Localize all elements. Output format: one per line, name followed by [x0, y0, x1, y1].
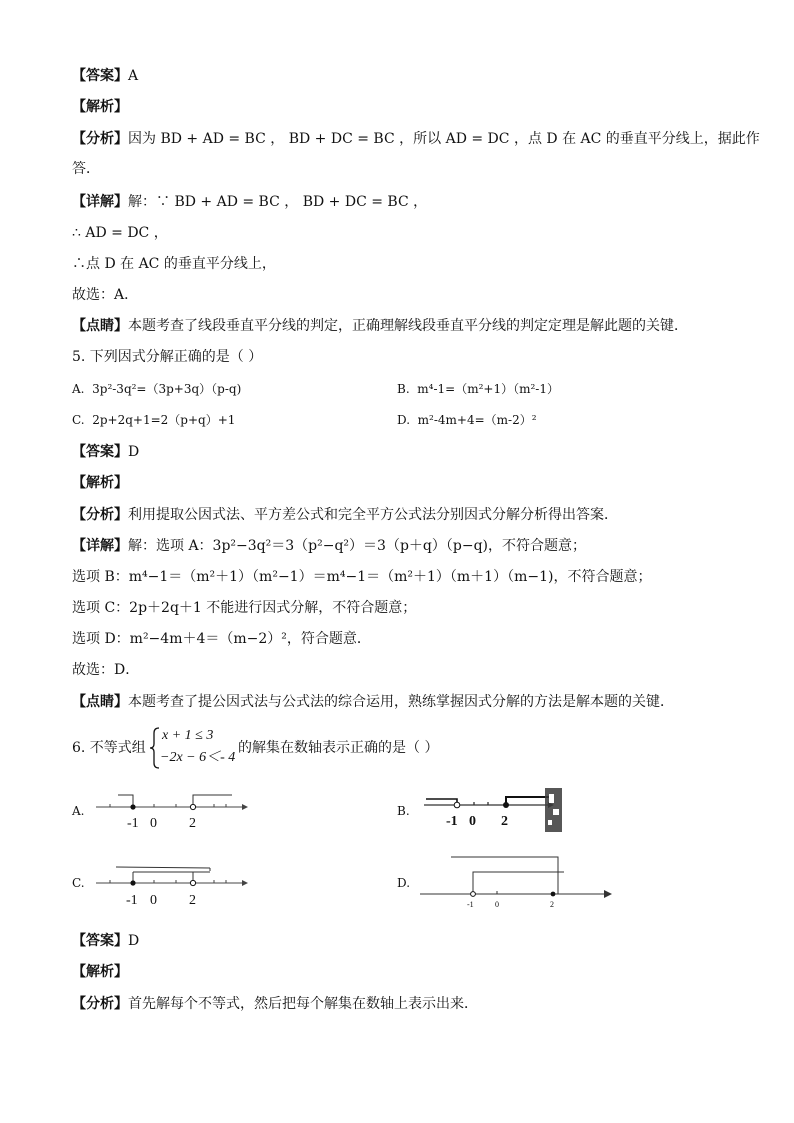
dianjing-tag: 【点睛】 [72, 318, 128, 334]
answer-tag: 【答案】 [72, 68, 128, 84]
q5-option-a [72, 380, 241, 398]
choice-line-q4: 故选：A． [72, 287, 139, 303]
q5-stem: 5. 下列因式分解正确的是（ ） [72, 349, 263, 365]
tick-label-2: 2 [550, 900, 554, 909]
fenxi-line-q4 [72, 129, 760, 149]
xiangjie-option-c: 选项 C：2p＋2q＋1 不能进行因式分解，不符合题意； [72, 600, 417, 616]
analysis-tag-q5: 【解析】 [72, 475, 128, 491]
tick-label-neg1: -1 [467, 900, 474, 909]
fenxi-line-q6 [72, 994, 478, 1014]
xiangjie-option-b: 选项 B：m⁴−1＝（m²＋1）（m²−1）＝m⁴−1＝（m²＋1）（m＋1）（m−1)，不符合题意； [72, 569, 652, 585]
option-text: 2p+2q+1=2（p+q）+1 [92, 413, 236, 427]
xiangjie-line-q4 [72, 192, 427, 212]
xiangjie-tag: 【详解】 [72, 194, 128, 210]
q6-option-d-number-line [418, 850, 614, 912]
q6-option-d-letter: D. [397, 876, 411, 890]
answer-line-q4 [72, 66, 138, 86]
number-line-b-svg [422, 786, 567, 834]
dianjing-text: 本题考查了提公因式法与公式法的综合运用，熟练掌握因式分解的方法是解本题的关键． [128, 694, 674, 710]
answer-value: A [128, 68, 139, 84]
option-text: m⁴-1=（m²+1）（m²-1） [417, 382, 559, 396]
number-line-d-svg [418, 850, 614, 912]
step-line-2: ∴点 D 在 AC 的垂直平分线上， [72, 256, 276, 272]
tick-label-0: 0 [469, 814, 476, 829]
number-line-c-svg [96, 860, 248, 908]
step-line-1: ∴ AD = DC ， [72, 225, 168, 241]
fenxi-tag: 【分析】 [72, 507, 128, 523]
q5-option-b [397, 380, 559, 398]
tick-label-neg1: -1 [127, 816, 139, 831]
tick-label-neg1: -1 [126, 893, 138, 908]
tick-label-0: 0 [150, 893, 157, 908]
xiangjie-option-d: 选项 D：m²−4m＋4＝（m−2）²，符合题意． [72, 631, 371, 647]
answer-tag: 【答案】 [72, 444, 128, 460]
fenxi-text: 利用提取公因式法、平方差公式和完全平方公式法分别因式分解分析得出答案． [128, 507, 618, 523]
q6-option-c-letter: C. [72, 876, 85, 890]
q6-option-a-number-line [96, 790, 246, 836]
q6-option-a-letter: A. [72, 804, 85, 818]
dianjing-text: 本题考查了线段垂直平分线的判定，正确理解线段垂直平分线的判定定理是解此题的关键． [128, 318, 688, 334]
fenxi-text: 首先解每个不等式，然后把每个解集在数轴上表示出来． [128, 996, 478, 1012]
fenxi-tag: 【分析】 [72, 996, 128, 1012]
tick-label-2: 2 [189, 816, 196, 831]
analysis-tag-q6: 【解析】 [72, 964, 128, 980]
q6-option-b-number-line [422, 786, 567, 834]
fenxi-line-q5 [72, 505, 618, 525]
option-letter: D. [397, 413, 411, 427]
dianjing-line-q4 [72, 316, 688, 336]
xiangjie-tag: 【详解】 [72, 538, 128, 554]
option-letter: A. [72, 382, 85, 396]
option-letter: B. [397, 382, 410, 396]
inequality-1: x + 1 ≤ 3 [162, 728, 214, 743]
answer-tag: 【答案】 [72, 933, 128, 949]
q5-option-d [397, 411, 537, 429]
q5-option-c [72, 411, 235, 429]
tick-label-0: 0 [150, 816, 157, 831]
fenxi-tag: 【分析】 [72, 131, 128, 147]
answer-line-q6 [72, 931, 139, 951]
q6-option-c-number-line [96, 860, 248, 908]
number-line-a-svg [96, 790, 246, 836]
option-letter: C. [72, 413, 85, 427]
option-text: m²-4m+4=（m-2）² [417, 413, 537, 427]
q6-stem-suffix: 的解集在数轴表示正确的是（ ） [238, 740, 439, 756]
choice-line-q5: 故选：D． [72, 662, 140, 678]
tick-label-2: 2 [501, 814, 508, 829]
dianjing-tag: 【点睛】 [72, 694, 128, 710]
xiangjie-text: 解：∵ BD + AD = BC ， BD + DC = BC ， [128, 194, 428, 210]
fenxi-line2-q4: 答． [72, 161, 100, 177]
tick-label-0: 0 [495, 900, 499, 909]
analysis-tag-q4: 【解析】 [72, 99, 128, 115]
fenxi-text: 因为 BD + AD = BC ， BD + DC = BC ，所以 AD = DC ，点 D 在 AC 的垂直平分线上，据此作 [128, 131, 760, 147]
answer-value: D [128, 444, 140, 460]
inequality-2: −2x − 6＜- 4 [160, 750, 236, 765]
xiangjie-line-q5 [72, 536, 586, 556]
option-text: 3p²-3q²=（3p+3q）（p-q) [92, 382, 242, 396]
answer-line-q5 [72, 442, 139, 462]
dianjing-line-q5 [72, 692, 674, 712]
q6-stem-prefix: 6. 不等式组 [72, 740, 146, 756]
q6-option-b-letter: B. [397, 804, 410, 818]
tick-label-2: 2 [189, 893, 196, 908]
answer-value: D [128, 933, 140, 949]
xiangjie-text: 解：选项 A：3p²−3q²＝3（p²−q²）＝3（p＋q）（p−q)，不符合题意； [128, 538, 586, 554]
tick-label-neg1: -1 [446, 814, 458, 829]
